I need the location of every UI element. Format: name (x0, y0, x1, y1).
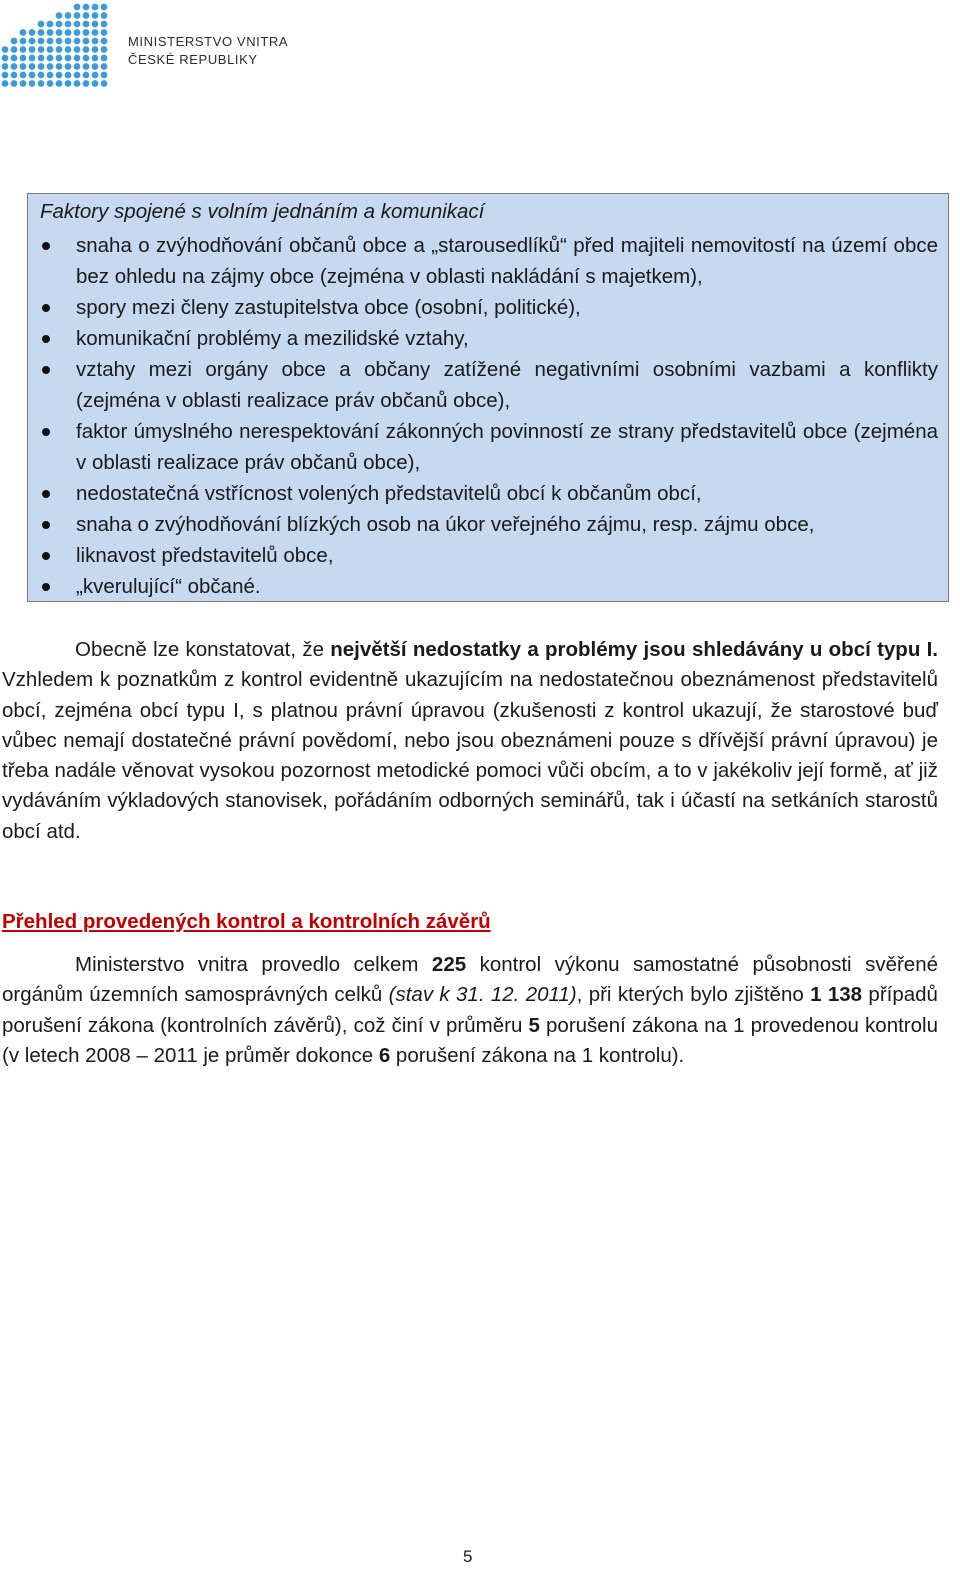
overview-average-period: 6 (378, 1043, 391, 1067)
logo-dot (92, 29, 99, 36)
list-item (28, 354, 948, 416)
logo-dot (101, 12, 108, 19)
logo-dot (65, 46, 72, 53)
factors-box (27, 193, 949, 602)
logo-dot (20, 29, 27, 36)
logo-dot (2, 80, 9, 87)
bullet-icon (42, 242, 50, 250)
logo-dot (38, 72, 45, 79)
overview-text: porušení zákona na 1 kontrolu). (390, 1043, 685, 1067)
logo-dot (2, 46, 9, 53)
logo-dot (101, 55, 108, 62)
logo-dot (56, 80, 63, 87)
logo-dot (92, 21, 99, 28)
logo-dot (74, 29, 81, 36)
logo-dots-icon (0, 2, 112, 88)
list-item-text: snaha o zvýhodňování blízkých osob na úkor veřejného zájmu, resp. zájmu obce, (76, 513, 815, 536)
logo-dot (74, 46, 81, 53)
section-heading: Přehled provedených kontrol a kontrolních závěrů (2, 910, 491, 933)
logo-dot (74, 21, 81, 28)
list-item-text: komunikační problémy a mezilidské vztahy, (76, 327, 469, 350)
bullet-icon (42, 552, 50, 560)
list-item-text: spory mezi členy zastupitelstva obce (osobní, politické), (76, 296, 581, 319)
logo-dot (38, 21, 45, 28)
list-item (28, 292, 948, 323)
logo-dot (65, 12, 72, 19)
logo-dot (74, 63, 81, 70)
logo-dot (38, 80, 45, 87)
bullet-icon (42, 366, 50, 374)
logo-line-2: ČESKÉ REPUBLIKY (128, 52, 258, 67)
logo-dot (83, 55, 90, 62)
logo-dot (83, 46, 90, 53)
logo-dot (56, 29, 63, 36)
logo-dot (20, 46, 27, 53)
logo-dot (101, 21, 108, 28)
logo-dot (47, 63, 54, 70)
logo-dot (29, 80, 36, 87)
logo-dot (38, 38, 45, 45)
list-item (28, 478, 948, 509)
logo-text (128, 33, 288, 69)
overview-text: Ministerstvo vnitra provedlo celkem (75, 953, 432, 976)
logo-dot (92, 46, 99, 53)
list-item-text: faktor úmyslného nerespektování zákonných povinností ze strany představitelů obce (zejména v oblasti realizace práv občanů obce), (76, 420, 938, 474)
bullet-icon (42, 335, 50, 343)
logo-dot (92, 38, 99, 45)
bullet-icon (42, 304, 50, 312)
logo-dot (101, 29, 108, 36)
logo-dot (11, 80, 18, 87)
logo-dot (65, 80, 72, 87)
logo-dot (83, 38, 90, 45)
logo-dot (56, 55, 63, 62)
logo-dot (20, 38, 27, 45)
logo-dot (74, 72, 81, 79)
logo-dot (83, 63, 90, 70)
logo-dot (101, 46, 108, 53)
list-item-text: nedostatečná vstřícnost volených představitelů obcí k občanům obcí, (76, 482, 702, 505)
logo-dot (74, 4, 81, 11)
overview-average: 5 (528, 1013, 540, 1037)
logo-dot (47, 38, 54, 45)
logo-dot (65, 63, 72, 70)
list-item (28, 323, 948, 354)
bullet-icon (42, 521, 50, 529)
overview-date: (stav k 31. 12. 2011) (388, 983, 577, 1007)
logo-dot (11, 46, 18, 53)
list-item-text: liknavost představitelů obce, (76, 544, 334, 567)
bullet-icon (42, 428, 50, 436)
overview-paragraph (2, 950, 938, 1071)
logo-dot (65, 55, 72, 62)
overview-count: 225 (431, 953, 467, 976)
list-item-text: snaha o zvýhodňování občanů obce a „starousedlíků“ před majiteli nemovitostí na území obce bez ohledu na zájmy obce (zejména v oblasti nakládání s majetkem), (76, 234, 938, 288)
logo-dot (20, 80, 27, 87)
logo-dot (38, 63, 45, 70)
logo-dot (29, 55, 36, 62)
logo-dot (101, 4, 108, 11)
logo-dot (29, 46, 36, 53)
list-item (28, 540, 948, 571)
logo-dot (47, 72, 54, 79)
list-item (28, 509, 948, 540)
logo-dot (101, 38, 108, 45)
logo-dot (74, 55, 81, 62)
logo-dot (56, 46, 63, 53)
list-item (28, 571, 948, 602)
logo-dot (83, 21, 90, 28)
logo-dot (74, 12, 81, 19)
list-item (28, 416, 948, 478)
logo-dot (83, 12, 90, 19)
logo-dot (2, 72, 9, 79)
logo-dot (11, 63, 18, 70)
list-item (28, 230, 948, 292)
logo-dot (65, 29, 72, 36)
list-item-text: „kverulující“ občané. (76, 575, 261, 598)
logo-dot (56, 12, 63, 19)
logo-dot (74, 38, 81, 45)
logo-dot (65, 21, 72, 28)
logo-dot (74, 80, 81, 87)
overview-text: kontrol výkonu samostatné působnosti svěřené orgánům územních samosprávných celků (2, 953, 938, 1007)
logo-dot (29, 63, 36, 70)
logo-dot (47, 46, 54, 53)
logo-dot (47, 80, 54, 87)
logo-dot (83, 80, 90, 87)
bullet-icon (42, 490, 50, 498)
logo-dot (101, 63, 108, 70)
summary-paragraph (2, 635, 938, 847)
logo-dot (92, 55, 99, 62)
logo-dot (2, 55, 9, 62)
logo-dot (101, 80, 108, 87)
overview-text: případů porušení zákona (kontrolních závěrů), což činí v průměru (2, 983, 938, 1037)
logo-dot (101, 72, 108, 79)
factors-list (28, 230, 948, 602)
logo-dot (29, 29, 36, 36)
overview-text: , při kterých bylo zjištěno (576, 983, 811, 1007)
logo-dot (56, 72, 63, 79)
box-title: Faktory spojené s volním jednáním a komunikací (40, 200, 485, 223)
summary-text-2: Vzhledem k poznatkům z kontrol evidentně ukazujícím na nedostatečnou obeznámenost představitelů obcí, zejména obcí typu I, s platnou právní úpravou (zkušenosti z kontrol ukazují, že starostové buď vůbec nemají dostatečné právní povědomí, nebo jsou obeznámeni pouze s dřívější právní úpravou) je třeba nadále věnovat vysokou pozornost metodické pomoci vůči obcím, a to v jakékoliv její formě, ať již vydáváním výkladových stanovisek, pořádáním odborných seminářů, tak i účastí na setkáních starostů obcí atd. (2, 668, 938, 843)
page-number: 5 (463, 1547, 473, 1566)
logo-dot (11, 72, 18, 79)
logo-dot (92, 12, 99, 19)
bullet-icon (42, 583, 50, 591)
logo-dot (38, 29, 45, 36)
logo-dot (83, 72, 90, 79)
logo-dot (29, 38, 36, 45)
logo-dot (83, 4, 90, 11)
logo-dot (38, 46, 45, 53)
logo-dot (83, 29, 90, 36)
logo-dot (92, 4, 99, 11)
logo-dot (47, 21, 54, 28)
logo-dot (92, 80, 99, 87)
overview-violations: 1 138 (810, 983, 863, 1007)
logo-dot (29, 72, 36, 79)
logo-dot (65, 38, 72, 45)
logo-dot (92, 63, 99, 70)
logo-dot (56, 63, 63, 70)
logo-dot (11, 55, 18, 62)
logo-dot (56, 21, 63, 28)
logo-dot (20, 72, 27, 79)
ministry-logo (0, 0, 302, 90)
logo-dot (11, 38, 18, 45)
logo-dot (2, 63, 9, 70)
logo-dot (38, 55, 45, 62)
logo-dot (47, 55, 54, 62)
logo-dot (47, 29, 54, 36)
logo-line-1: MINISTERSTVO VNITRA (128, 34, 289, 49)
summary-text-1: Obecně lze konstatovat, že (75, 638, 331, 661)
list-item-text: vztahy mezi orgány obce a občany zatížené negativními osobními vazbami a konflikty (zejména v oblasti realizace práv občanů obce), (76, 358, 938, 412)
summary-bold: největší nedostatky a problémy jsou shledávány u obcí typu I. (330, 638, 938, 661)
overview-text: porušení zákona na 1 provedenou kontrolu (v letech 2008 – 2011 je průměr dokonce (2, 1013, 938, 1067)
logo-dot (20, 63, 27, 70)
logo-dot (92, 72, 99, 79)
logo-dot (20, 55, 27, 62)
logo-dot (65, 72, 72, 79)
logo-dot (56, 38, 63, 45)
